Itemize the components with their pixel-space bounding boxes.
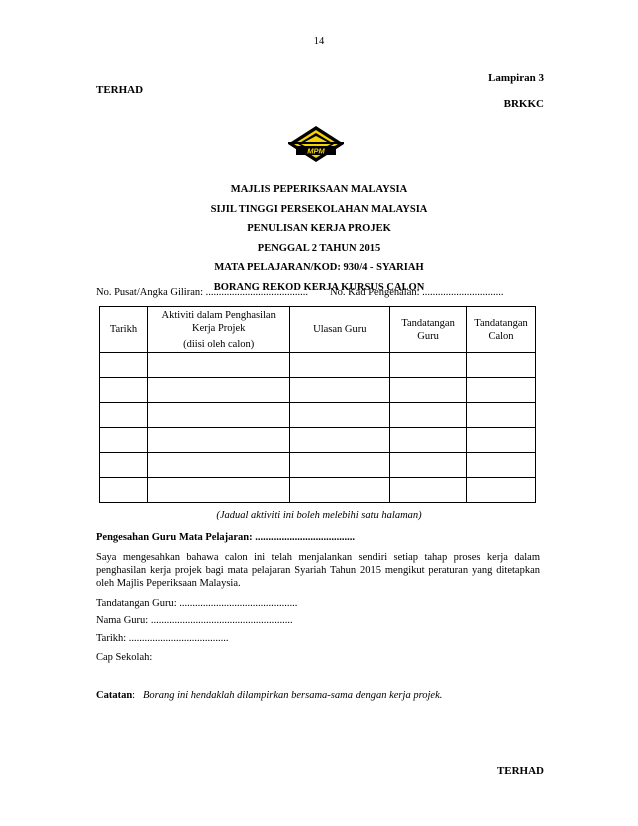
table-cell[interactable] (147, 453, 290, 478)
table-cell[interactable] (467, 453, 536, 478)
table-cell[interactable] (390, 353, 467, 378)
page-number: 14 (313, 36, 325, 47)
table-cell[interactable] (147, 378, 290, 403)
id-line-right: No. Kad Pengenalan: ............................... (330, 287, 504, 298)
table-cell[interactable] (290, 453, 390, 478)
tandatangan-guru-field[interactable]: Tandatangan Guru: ............................................. (96, 598, 298, 609)
col-aktiviti-line2: Kerja Projek (192, 322, 246, 334)
table-cell[interactable] (390, 478, 467, 503)
col-tt-guru-line2: Guru (417, 330, 439, 342)
brkkc-code: BRKKC (503, 98, 544, 110)
col-tt-calon-line1: Tandatangan (474, 317, 528, 329)
table-cell[interactable] (390, 403, 467, 428)
table-cell[interactable] (390, 378, 467, 403)
title-line: MATA PELAJARAN/KOD: 930/4 - SYARIAH (214, 262, 424, 273)
table-row (100, 453, 536, 478)
table-row (100, 353, 536, 378)
table-cell[interactable] (100, 353, 148, 378)
col-aktiviti (147, 307, 290, 353)
catatan-text: Borang ini hendaklah dilampirkan bersama-sama dengan kerja projek. (142, 690, 443, 701)
lampiran-label: Lampiran 3 (488, 72, 544, 84)
table-cell[interactable] (100, 478, 148, 503)
mpm-logo (286, 124, 346, 166)
table-row (100, 378, 536, 403)
table-cell[interactable] (467, 378, 536, 403)
table-cell[interactable] (147, 353, 290, 378)
table-cell[interactable] (390, 453, 467, 478)
col-aktiviti-line1: Aktiviti dalam Penghasilan (161, 309, 276, 321)
cap-sekolah-field[interactable]: Cap Sekolah: (96, 652, 153, 663)
table-note: (Jadual aktiviti ini boleh melebihi satu halaman) (216, 510, 422, 521)
catatan-line (96, 690, 442, 701)
table-header-row (100, 307, 536, 353)
table-cell[interactable] (147, 478, 290, 503)
terhad-top: TERHAD (96, 84, 144, 96)
table-cell[interactable] (100, 378, 148, 403)
table-cell[interactable] (467, 478, 536, 503)
col-ulasan: Ulasan Guru (290, 307, 390, 353)
table-cell[interactable] (467, 353, 536, 378)
id-line-left: No. Pusat/Angka Giliran: ....................................... (96, 287, 309, 298)
logo-text: MPM (307, 146, 325, 156)
title-line: PENULISAN KERJA PROJEK (247, 223, 391, 234)
table-cell[interactable] (147, 403, 290, 428)
table-cell[interactable] (290, 478, 390, 503)
title-line: MAJLIS PEPERIKSAAN MALAYSIA (230, 184, 408, 195)
table-cell[interactable] (290, 403, 390, 428)
table-row (100, 428, 536, 453)
pengesahan-title: Pengesahan Guru Mata Pelajaran: ...................................... (96, 532, 355, 543)
table-cell[interactable] (100, 453, 148, 478)
tarikh-field[interactable]: Tarikh: ...................................... (96, 633, 229, 644)
pengesahan-text: Saya mengesahkan bahawa calon ini telah menjalankan sendiri setiap tahap proses kerja dalam penghasilan kerja projek bagi mata pelajaran Syariah Tahun 2015 mengikut peraturan yang ditetapkan oleh Majlis Peperiksaan Malaysia. (96, 552, 540, 589)
col-tarikh: Tarikh (100, 307, 148, 353)
title-line: PENGGAL 2 TAHUN 2015 (257, 242, 381, 254)
table-cell[interactable] (290, 378, 390, 403)
col-aktiviti-line3: (diisi oleh calon) (183, 338, 255, 350)
col-tt-guru (390, 307, 467, 353)
nama-guru-field[interactable]: Nama Guru: ...................................................... (96, 615, 293, 626)
catatan-colon: : (132, 690, 143, 701)
table-cell[interactable] (290, 428, 390, 453)
title-line: SIJIL TINGGI PERSEKOLAHAN MALAYSIA (210, 203, 428, 215)
col-tt-calon (467, 307, 536, 353)
col-tt-calon-line2: Calon (488, 330, 514, 342)
table-row (100, 478, 536, 503)
table-cell[interactable] (467, 428, 536, 453)
table-row (100, 403, 536, 428)
table-cell[interactable] (147, 428, 290, 453)
terhad-bottom: TERHAD (496, 765, 544, 777)
table-cell[interactable] (100, 428, 148, 453)
col-tt-guru-line1: Tandatangan (401, 317, 455, 329)
table-cell[interactable] (390, 428, 467, 453)
catatan-label: Catatan (96, 690, 133, 701)
table-cell[interactable] (290, 353, 390, 378)
table-body (100, 353, 536, 503)
activity-table (99, 306, 536, 503)
form-title (0, 180, 638, 297)
table-cell[interactable] (467, 403, 536, 428)
title-line: BORANG REKOD KERJA KURSUS CALON (213, 281, 425, 293)
table-cell[interactable] (100, 403, 148, 428)
